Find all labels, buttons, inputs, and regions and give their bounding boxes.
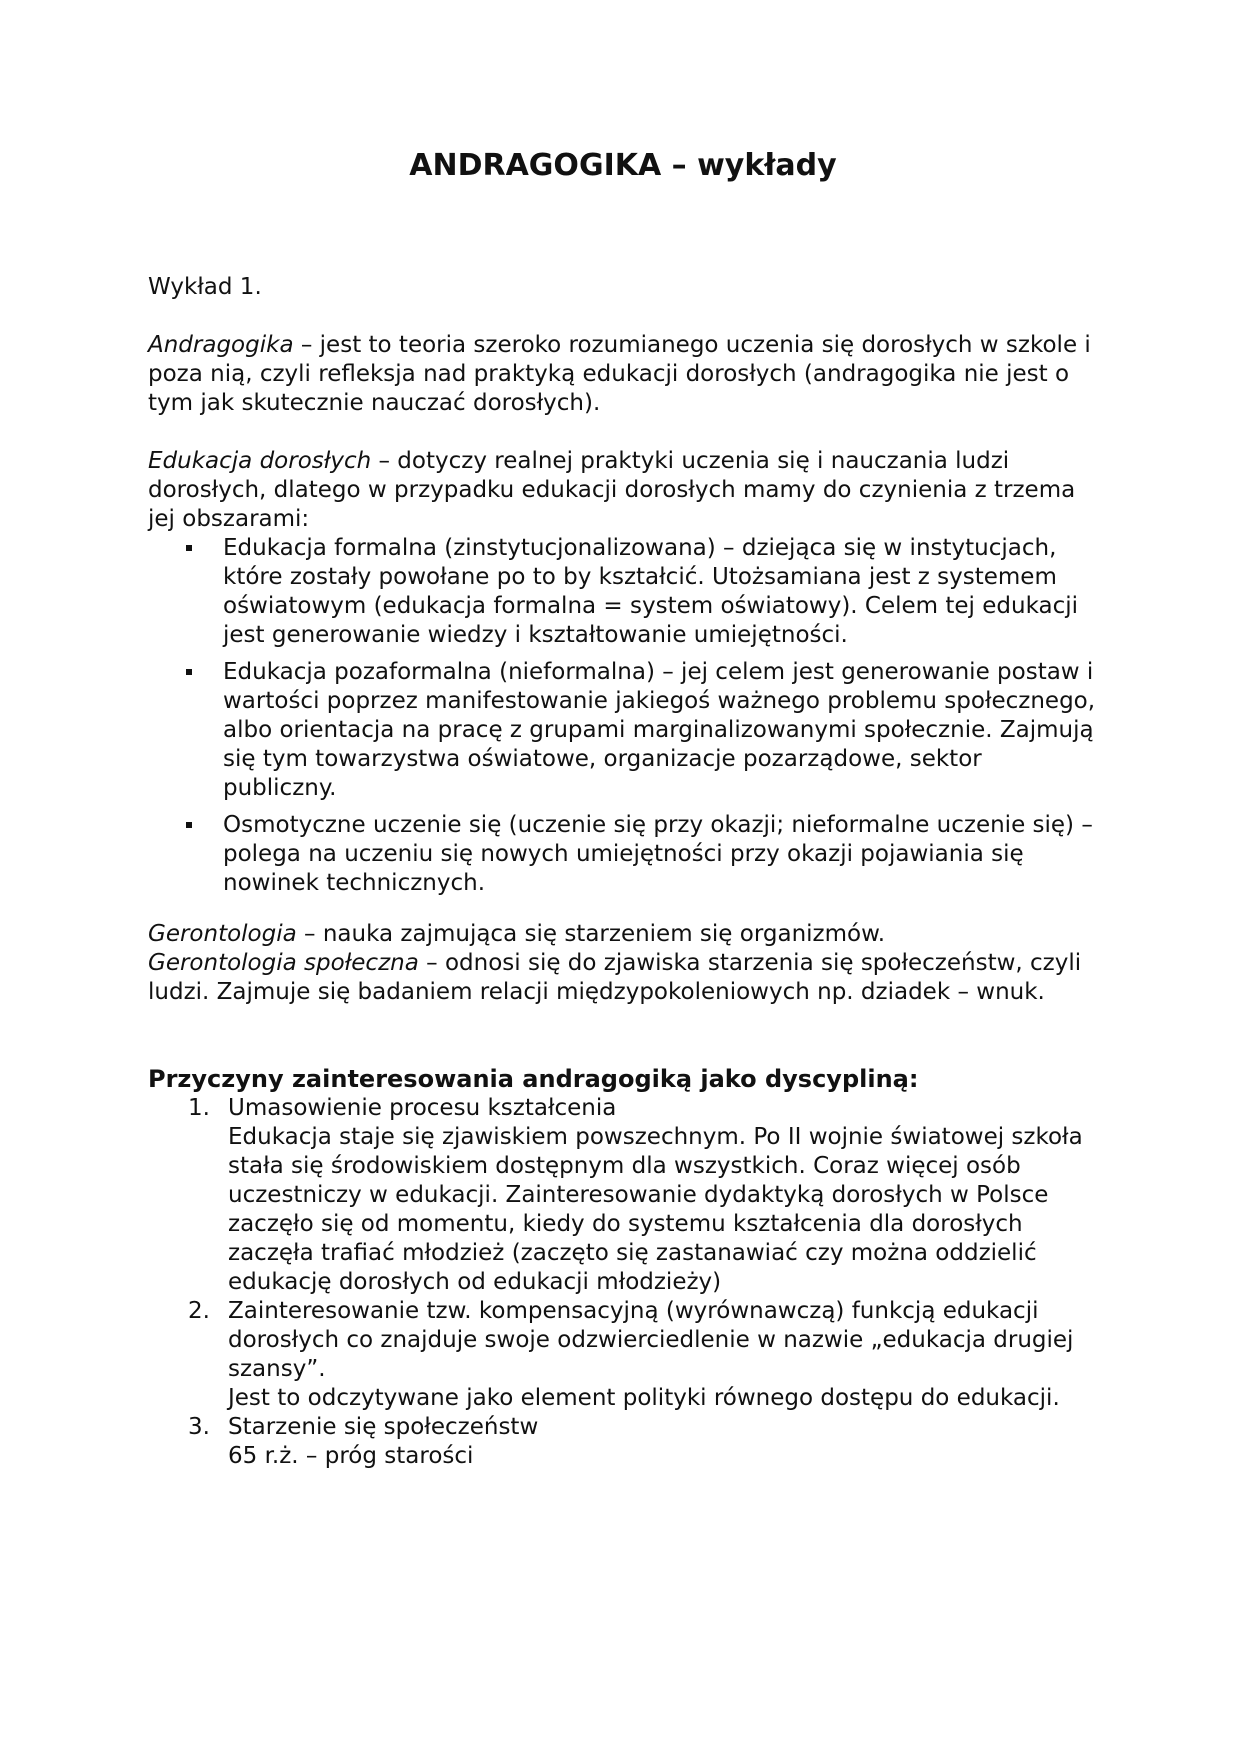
reason-body: Jest to odczytywane jako element polityki równego dostępu do edukacji. (228, 1385, 1060, 1411)
definition-edukacja: – dotyczy realnej praktyki uczenia się i nauczania ludzi dorosłych, dlatego w przypadku edukacji dorosłych mamy do czynienia z trzema jej obszarami: (148, 448, 1076, 532)
definition-gerontologia: – nauka zajmująca się starzeniem się organizmów. (296, 921, 886, 947)
list-number: 1. (188, 1095, 210, 1121)
paragraph-gerontologia (148, 920, 1098, 949)
list-item: Edukacja formalna (zinstytucjonalizowana) – dziejąca się w instytucjach, które zostały powołane po to by kształcić. Utożsamiana jest z systemem oświatowym (edukacja formalna = system oświatowy). Celem tej edukacji jest generowanie wiedzy i kształtowanie umiejętności. (223, 534, 1098, 650)
reason-title: Zainteresowanie tzw. kompensacyjną (wyrównawczą) funkcją edukacji dorosłych co znajduje swoje odzwierciedlenie w nazwie „edukacja drugiej szansy”. (228, 1298, 1074, 1382)
term-andragogika: Andragogika (148, 332, 294, 358)
list-item (188, 1413, 1098, 1471)
document-title: ANDRAGOGIKA – wykłady (409, 148, 837, 183)
list-item (188, 1094, 1098, 1297)
term-edukacja: Edukacja dorosłych (148, 448, 372, 474)
term-gerontologia-spoleczna: Gerontologia społeczna (148, 950, 419, 976)
list-item (188, 1297, 1098, 1413)
lecture-label: Wykład 1. (148, 274, 262, 300)
reason-body: 65 r.ż. – próg starości (228, 1443, 474, 1469)
list-number: 3. (188, 1414, 210, 1440)
reasons-list (148, 1094, 1098, 1471)
paragraph-andragogika (148, 331, 1098, 418)
reason-title: Starzenie się społeczeństw (228, 1414, 539, 1440)
reason-body: Edukacja staje się zjawiskiem powszechnym. Po II wojnie światowej szkoła stała się środowiskiem dostępnym dla wszystkich. Coraz więcej osób uczestniczy w edukacji. Zainteresowanie dydaktyką dorosłych w Polsce zaczęło się od momentu, kiedy do systemu kształcenia dla dorosłych zaczęła trafiać młodzież (zaczęto się zastanawiać czy można oddzielić edukację dorosłych od edukacji młodzieży) (228, 1124, 1083, 1295)
areas-list (148, 534, 1098, 898)
reason-title: Umasowienie procesu kształcenia (228, 1095, 617, 1121)
list-item: Osmotyczne uczenie się (uczenie się przy okazji; nieformalne uczenie się) – polega na uczeniu się nowych umiejętności przy okazji pojawiania się nowinek technicznych. (223, 811, 1098, 898)
paragraph-edukacja (148, 447, 1098, 534)
paragraph-gerontologia-spoleczna (148, 949, 1098, 1007)
list-number: 2. (188, 1298, 210, 1324)
term-gerontologia: Gerontologia (148, 921, 297, 947)
document-content (148, 273, 1098, 1471)
list-item: Edukacja pozaformalna (nieformalna) – jej celem jest generowanie postaw i wartości poprzez manifestowanie jakiegoś ważnego problemu społecznego, albo orientacja na pracę z grupami marginalizowanymi społecznie. Zajmują się tym towarzystwa oświatowe, organizacje pozarządowe, sektor publiczny. (223, 658, 1098, 803)
definition-andragogika: – jest to teoria szeroko rozumianego uczenia się dorosłych w szkole i poza nią, czyli refleksja nad praktyką edukacji dorosłych (andragogika nie jest o tym jak skutecznie nauczać dorosłych). (148, 332, 1091, 416)
definition-gerontologia-spoleczna: – odnosi się do zjawiska starzenia się społeczeństw, czyli ludzi. Zajmuje się badaniem relacji międzypokoleniowych np. dziadek – wnuk. (148, 950, 1082, 1005)
bullet-square-icon (186, 822, 192, 828)
bullet-square-icon (186, 669, 192, 675)
section-heading-reasons: Przyczyny zainteresowania andragogiką jako dyscypliną: (148, 1065, 919, 1093)
bullet-square-icon (186, 545, 192, 551)
